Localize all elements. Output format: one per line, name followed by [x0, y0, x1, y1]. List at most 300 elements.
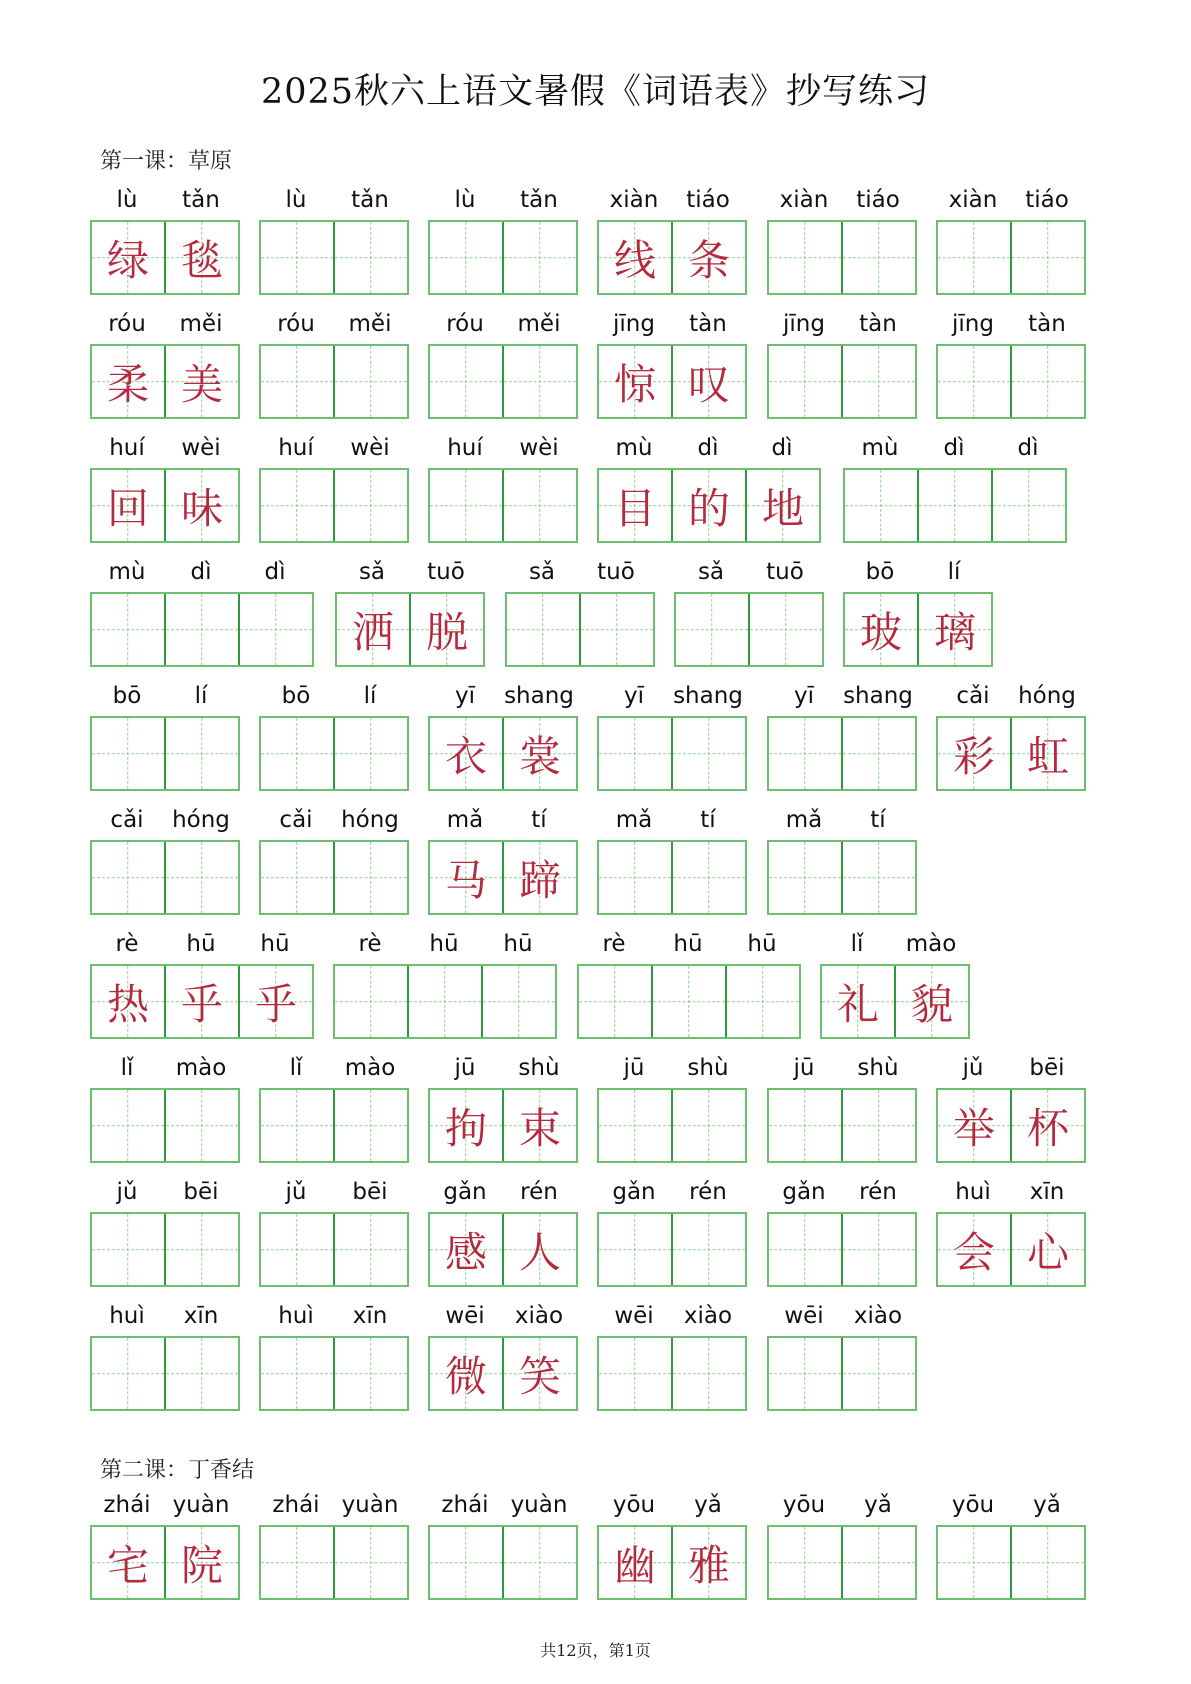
pinyin-syllable: měi — [348, 311, 392, 337]
writing-cell[interactable] — [507, 594, 581, 665]
pinyin-row — [767, 187, 915, 213]
pinyin-syllable: tàn — [1028, 311, 1066, 337]
pinyin-syllable: tiáo — [1025, 187, 1069, 213]
pinyin-syllable: dì — [264, 559, 286, 585]
pinyin-syllable: mào — [905, 931, 957, 957]
model-character: 美 — [180, 359, 223, 409]
writing-cell[interactable] — [769, 222, 843, 293]
tianzige-grid — [767, 1088, 917, 1163]
pinyin-syllable: cǎi — [956, 683, 990, 709]
page-footer: 共12页，第1页 — [540, 1641, 651, 1660]
writing-cell[interactable] — [599, 718, 673, 789]
pinyin-syllable: dì — [771, 435, 793, 461]
writing-cell[interactable] — [166, 718, 240, 789]
pinyin-syllable: jū — [793, 1055, 815, 1081]
tianzige-grid — [597, 840, 747, 915]
writing-cell[interactable] — [483, 966, 557, 1037]
pinyin-syllable: bō — [281, 683, 311, 709]
writing-cell[interactable] — [769, 1527, 843, 1598]
model-char-cell — [938, 1214, 1012, 1285]
tianzige-grid — [259, 344, 409, 419]
pinyin-syllable: hū — [429, 931, 459, 957]
pinyin-syllable: rè — [358, 931, 382, 957]
tianzige-grid — [674, 592, 824, 667]
writing-cell[interactable] — [938, 346, 1012, 417]
pinyin-syllable: wèi — [350, 435, 390, 461]
pinyin-syllable: xiàn — [948, 187, 998, 213]
pinyin-syllable: xīn — [1029, 1179, 1065, 1205]
tianzige-grid — [597, 1525, 747, 1600]
tianzige-grid — [597, 1212, 747, 1287]
tianzige-grid — [428, 344, 578, 419]
pinyin-syllable: mǎ — [785, 807, 823, 833]
page-title: 2025秋六上语文暑假《词语表》抄写练习 — [260, 72, 931, 112]
tianzige-grid — [767, 840, 917, 915]
pinyin-syllable: lǐ — [289, 1055, 303, 1081]
pinyin-row — [597, 1492, 745, 1518]
pinyin-syllable: huí — [109, 435, 145, 461]
pinyin-row — [505, 559, 653, 585]
model-char-cell — [919, 594, 993, 665]
model-character: 彩 — [952, 731, 995, 781]
pinyin-row — [674, 559, 822, 585]
pinyin-row — [259, 435, 407, 461]
pinyin-row — [767, 807, 915, 833]
model-char-cell — [411, 594, 485, 665]
pinyin-row — [767, 1492, 915, 1518]
pinyin-syllable: rén — [520, 1179, 558, 1205]
writing-cell[interactable] — [653, 966, 727, 1037]
pinyin-row — [767, 1303, 915, 1329]
writing-cell[interactable] — [92, 1214, 166, 1285]
model-character: 味 — [180, 483, 223, 533]
pinyin-row — [820, 931, 968, 957]
writing-cell[interactable] — [92, 1338, 166, 1409]
pinyin-row — [259, 1303, 407, 1329]
tianzige-grid — [90, 1212, 240, 1287]
writing-cell[interactable] — [843, 222, 917, 293]
model-char-cell — [599, 346, 673, 417]
pinyin-row — [428, 1492, 576, 1518]
writing-cell[interactable] — [938, 1527, 1012, 1598]
model-character: 玻 — [859, 607, 902, 657]
writing-cell[interactable] — [504, 222, 578, 293]
writing-cell[interactable] — [599, 1214, 673, 1285]
writing-cell[interactable] — [166, 594, 240, 665]
writing-cell[interactable] — [673, 718, 747, 789]
pinyin-syllable: tuō — [597, 559, 635, 585]
writing-cell[interactable] — [993, 470, 1067, 541]
pinyin-row — [90, 435, 238, 461]
pinyin-syllable: mǎ — [615, 807, 653, 833]
pinyin-syllable: tí — [870, 807, 886, 833]
pinyin-syllable: jīng — [952, 311, 994, 337]
pinyin-syllable: jū — [454, 1055, 476, 1081]
pinyin-row — [428, 1303, 576, 1329]
tianzige-grid — [936, 220, 1086, 295]
pinyin-syllable: róu — [277, 311, 315, 337]
writing-cell[interactable] — [750, 594, 824, 665]
model-character: 脱 — [425, 607, 468, 657]
pinyin-syllable: lù — [454, 187, 476, 213]
model-char-cell — [747, 470, 821, 541]
writing-cell[interactable] — [1012, 1527, 1086, 1598]
writing-cell[interactable] — [92, 1090, 166, 1161]
writing-cell[interactable] — [240, 594, 314, 665]
writing-cell[interactable] — [673, 1214, 747, 1285]
writing-cell[interactable] — [92, 594, 166, 665]
model-char-cell — [673, 346, 747, 417]
pinyin-syllable: shang — [843, 683, 913, 709]
writing-cell[interactable] — [843, 842, 917, 913]
tianzige-grid — [90, 1336, 240, 1411]
pinyin-syllable: xiàn — [609, 187, 659, 213]
pinyin-syllable: shang — [504, 683, 574, 709]
pinyin-syllable: lí — [194, 683, 208, 709]
writing-cell[interactable] — [92, 842, 166, 913]
pinyin-syllable: xīn — [183, 1303, 219, 1329]
pinyin-syllable: bō — [112, 683, 142, 709]
model-char-cell — [166, 470, 240, 541]
writing-cell[interactable] — [769, 346, 843, 417]
pinyin-row — [259, 1492, 407, 1518]
model-character: 毯 — [180, 235, 223, 285]
tianzige-grid — [767, 220, 917, 295]
writing-cell[interactable] — [261, 346, 335, 417]
writing-cell[interactable] — [166, 1090, 240, 1161]
pinyin-row — [936, 1492, 1084, 1518]
model-character: 感 — [444, 1227, 487, 1277]
writing-cell[interactable] — [843, 1214, 917, 1285]
tianzige-grid — [597, 220, 747, 295]
writing-cell[interactable] — [261, 1214, 335, 1285]
writing-cell[interactable] — [599, 1090, 673, 1161]
model-char-cell — [430, 1214, 504, 1285]
writing-cell[interactable] — [938, 222, 1012, 293]
pinyin-row — [428, 1179, 576, 1205]
writing-cell[interactable] — [261, 718, 335, 789]
writing-cell[interactable] — [843, 1527, 917, 1598]
pinyin-syllable: lí — [947, 559, 961, 585]
model-char-cell — [896, 966, 970, 1037]
writing-cell[interactable] — [335, 470, 409, 541]
writing-cell[interactable] — [504, 346, 578, 417]
writing-cell[interactable] — [430, 470, 504, 541]
writing-cell[interactable] — [261, 1338, 335, 1409]
model-character: 乎 — [254, 979, 297, 1029]
model-character: 微 — [444, 1351, 487, 1401]
pinyin-syllable: yōu — [951, 1492, 995, 1518]
pinyin-row — [259, 187, 407, 213]
tianzige-grid — [936, 1088, 1086, 1163]
pinyin-syllable: tàn — [689, 311, 727, 337]
pinyin-syllable: yuàn — [510, 1492, 568, 1518]
model-char-cell — [430, 1090, 504, 1161]
writing-cell[interactable] — [166, 1338, 240, 1409]
pinyin-syllable: hóng — [1018, 683, 1076, 709]
model-character: 人 — [518, 1227, 561, 1277]
writing-cell[interactable] — [676, 594, 750, 665]
writing-cell[interactable] — [673, 1090, 747, 1161]
writing-cell[interactable] — [599, 842, 673, 913]
writing-cell[interactable] — [599, 1338, 673, 1409]
writing-cell[interactable] — [919, 470, 993, 541]
writing-cell[interactable] — [843, 718, 917, 789]
tianzige-grid — [505, 592, 655, 667]
pinyin-row — [936, 311, 1084, 337]
tianzige-grid — [428, 468, 578, 543]
pinyin-syllable: jǔ — [116, 1179, 138, 1205]
writing-cell[interactable] — [335, 1527, 409, 1598]
pinyin-syllable: měi — [179, 311, 223, 337]
writing-cell[interactable] — [1012, 222, 1086, 293]
pinyin-row — [843, 559, 991, 585]
pinyin-syllable: shù — [518, 1055, 560, 1081]
pinyin-syllable: mào — [175, 1055, 227, 1081]
writing-cell[interactable] — [335, 718, 409, 789]
writing-cell[interactable] — [769, 842, 843, 913]
tianzige-grid — [90, 1088, 240, 1163]
pinyin-syllable: yōu — [612, 1492, 656, 1518]
tianzige-grid — [428, 840, 578, 915]
writing-cell[interactable] — [843, 346, 917, 417]
writing-cell[interactable] — [769, 1090, 843, 1161]
model-char-cell — [1012, 718, 1086, 789]
model-character: 拘 — [444, 1103, 487, 1153]
writing-cell[interactable] — [335, 1214, 409, 1285]
pinyin-syllable: wēi — [614, 1303, 654, 1329]
tianzige-grid — [767, 1525, 917, 1600]
model-character: 乎 — [180, 979, 223, 1029]
writing-cell[interactable] — [430, 1527, 504, 1598]
writing-cell[interactable] — [409, 966, 483, 1037]
pinyin-syllable: huì — [109, 1303, 145, 1329]
tianzige-grid — [259, 1336, 409, 1411]
writing-cell[interactable] — [769, 718, 843, 789]
lesson-title: 第二课：丁香结 — [100, 1458, 255, 1483]
writing-cell[interactable] — [166, 842, 240, 913]
pinyin-syllable: hū — [747, 931, 777, 957]
pinyin-syllable: yī — [793, 683, 814, 709]
model-character: 笑 — [518, 1351, 561, 1401]
pinyin-syllable: huí — [278, 435, 314, 461]
pinyin-syllable: xiàn — [779, 187, 829, 213]
pinyin-syllable: róu — [108, 311, 146, 337]
model-char-cell — [166, 1527, 240, 1598]
pinyin-syllable: huí — [447, 435, 483, 461]
pinyin-syllable: yī — [454, 683, 475, 709]
writing-cell[interactable] — [335, 222, 409, 293]
pinyin-row — [259, 683, 407, 709]
pinyin-syllable: lù — [285, 187, 307, 213]
writing-cell[interactable] — [504, 1527, 578, 1598]
pinyin-syllable: rén — [689, 1179, 727, 1205]
model-char-cell — [504, 1338, 578, 1409]
pinyin-syllable: sǎ — [528, 559, 556, 585]
pinyin-syllable: lǐ — [850, 931, 864, 957]
pinyin-syllable: sǎ — [358, 559, 386, 585]
model-char-cell — [504, 1214, 578, 1285]
model-character: 马 — [444, 855, 487, 905]
model-character: 心 — [1026, 1227, 1069, 1277]
pinyin-syllable: xiào — [683, 1303, 733, 1329]
pinyin-row — [428, 807, 576, 833]
writing-cell[interactable] — [92, 718, 166, 789]
writing-cell[interactable] — [335, 346, 409, 417]
writing-cell[interactable] — [261, 222, 335, 293]
tianzige-grid — [936, 1525, 1086, 1600]
pinyin-syllable: tí — [700, 807, 716, 833]
writing-cell[interactable] — [335, 842, 409, 913]
pinyin-syllable: róu — [446, 311, 484, 337]
model-char-cell — [166, 346, 240, 417]
pinyin-row — [90, 187, 238, 213]
pinyin-row — [90, 683, 238, 709]
model-character: 礼 — [836, 979, 879, 1029]
writing-cell[interactable] — [843, 1090, 917, 1161]
model-char-cell — [1012, 1090, 1086, 1161]
model-character: 的 — [687, 483, 730, 533]
writing-cell[interactable] — [673, 1338, 747, 1409]
pinyin-syllable: jǔ — [962, 1055, 984, 1081]
writing-cell[interactable] — [843, 1338, 917, 1409]
writing-cell[interactable] — [504, 470, 578, 541]
pinyin-row — [259, 807, 407, 833]
model-char-cell — [430, 718, 504, 789]
pinyin-row — [259, 311, 407, 337]
model-char-cell — [1012, 1214, 1086, 1285]
pinyin-syllable: mào — [344, 1055, 396, 1081]
pinyin-syllable: tǎn — [520, 187, 558, 213]
writing-cell[interactable] — [769, 1338, 843, 1409]
tianzige-grid — [259, 1088, 409, 1163]
writing-cell[interactable] — [430, 346, 504, 417]
model-char-cell — [166, 222, 240, 293]
model-char-cell — [599, 222, 673, 293]
model-char-cell — [92, 1527, 166, 1598]
pinyin-syllable: jīng — [783, 311, 825, 337]
writing-cell[interactable] — [261, 1090, 335, 1161]
model-character: 貌 — [910, 979, 953, 1029]
pinyin-row — [936, 187, 1084, 213]
model-char-cell — [504, 1090, 578, 1161]
model-character: 裳 — [518, 731, 561, 781]
tianzige-grid — [428, 1525, 578, 1600]
pinyin-syllable: hóng — [172, 807, 230, 833]
pinyin-syllable: yǎ — [694, 1492, 722, 1518]
model-character: 宅 — [106, 1540, 149, 1590]
model-char-cell — [337, 594, 411, 665]
pinyin-syllable: jū — [623, 1055, 645, 1081]
pinyin-syllable: sǎ — [697, 559, 725, 585]
model-char-cell — [240, 966, 314, 1037]
pinyin-row — [333, 931, 555, 957]
model-char-cell — [504, 842, 578, 913]
tianzige-grid — [597, 716, 747, 791]
writing-cell[interactable] — [335, 966, 409, 1037]
tianzige-grid — [767, 1336, 917, 1411]
writing-cell[interactable] — [261, 842, 335, 913]
pinyin-row — [428, 435, 576, 461]
tianzige-grid — [597, 344, 747, 419]
tianzige-grid — [936, 1212, 1086, 1287]
tianzige-grid — [843, 592, 993, 667]
model-char-cell — [430, 1338, 504, 1409]
pinyin-syllable: shù — [687, 1055, 729, 1081]
writing-cell[interactable] — [673, 842, 747, 913]
pinyin-syllable: yǎ — [1033, 1492, 1061, 1518]
pinyin-syllable: dì — [1017, 435, 1039, 461]
model-character: 杯 — [1026, 1103, 1069, 1153]
pinyin-row — [335, 559, 483, 585]
pinyin-syllable: lù — [116, 187, 138, 213]
pinyin-syllable: tǎn — [351, 187, 389, 213]
writing-cell[interactable] — [769, 1214, 843, 1285]
model-character: 地 — [761, 483, 804, 533]
pinyin-syllable: yǎ — [864, 1492, 892, 1518]
writing-cell[interactable] — [261, 470, 335, 541]
tianzige-grid — [428, 1336, 578, 1411]
pinyin-row — [90, 311, 238, 337]
pinyin-syllable: yuàn — [341, 1492, 399, 1518]
pinyin-syllable: hū — [503, 931, 533, 957]
pinyin-row — [90, 559, 312, 585]
tianzige-grid — [597, 468, 821, 543]
pinyin-row — [90, 1055, 238, 1081]
tianzige-grid — [259, 1212, 409, 1287]
model-character: 璃 — [933, 607, 976, 657]
pinyin-syllable: hóng — [341, 807, 399, 833]
model-character: 院 — [180, 1540, 223, 1590]
writing-cell[interactable] — [430, 222, 504, 293]
writing-cell[interactable] — [727, 966, 801, 1037]
writing-cell[interactable] — [335, 1090, 409, 1161]
pinyin-row — [597, 1055, 745, 1081]
pinyin-row — [90, 807, 238, 833]
tianzige-grid — [335, 592, 485, 667]
writing-cell[interactable] — [261, 1527, 335, 1598]
model-char-cell — [504, 718, 578, 789]
model-char-cell — [430, 842, 504, 913]
writing-cell[interactable] — [845, 470, 919, 541]
tianzige-grid — [767, 716, 917, 791]
model-char-cell — [599, 470, 673, 541]
pinyin-syllable: huì — [278, 1303, 314, 1329]
tianzige-grid — [90, 344, 240, 419]
model-char-cell — [92, 346, 166, 417]
writing-cell[interactable] — [335, 1338, 409, 1409]
pinyin-row — [597, 311, 745, 337]
pinyin-syllable: měi — [517, 311, 561, 337]
writing-cell[interactable] — [581, 594, 655, 665]
pinyin-syllable: tàn — [859, 311, 897, 337]
pinyin-syllable: mù — [615, 435, 653, 461]
model-char-cell — [92, 470, 166, 541]
writing-cell[interactable] — [579, 966, 653, 1037]
pinyin-row — [90, 931, 312, 957]
pinyin-syllable: shang — [673, 683, 743, 709]
tianzige-grid — [597, 1336, 747, 1411]
writing-cell[interactable] — [1012, 346, 1086, 417]
tianzige-grid — [259, 716, 409, 791]
pinyin-syllable: zhái — [103, 1492, 151, 1518]
pinyin-row — [90, 1303, 238, 1329]
tianzige-grid — [259, 1525, 409, 1600]
pinyin-row — [936, 683, 1084, 709]
model-char-cell — [822, 966, 896, 1037]
writing-cell[interactable] — [166, 1214, 240, 1285]
model-character: 绿 — [106, 235, 149, 285]
